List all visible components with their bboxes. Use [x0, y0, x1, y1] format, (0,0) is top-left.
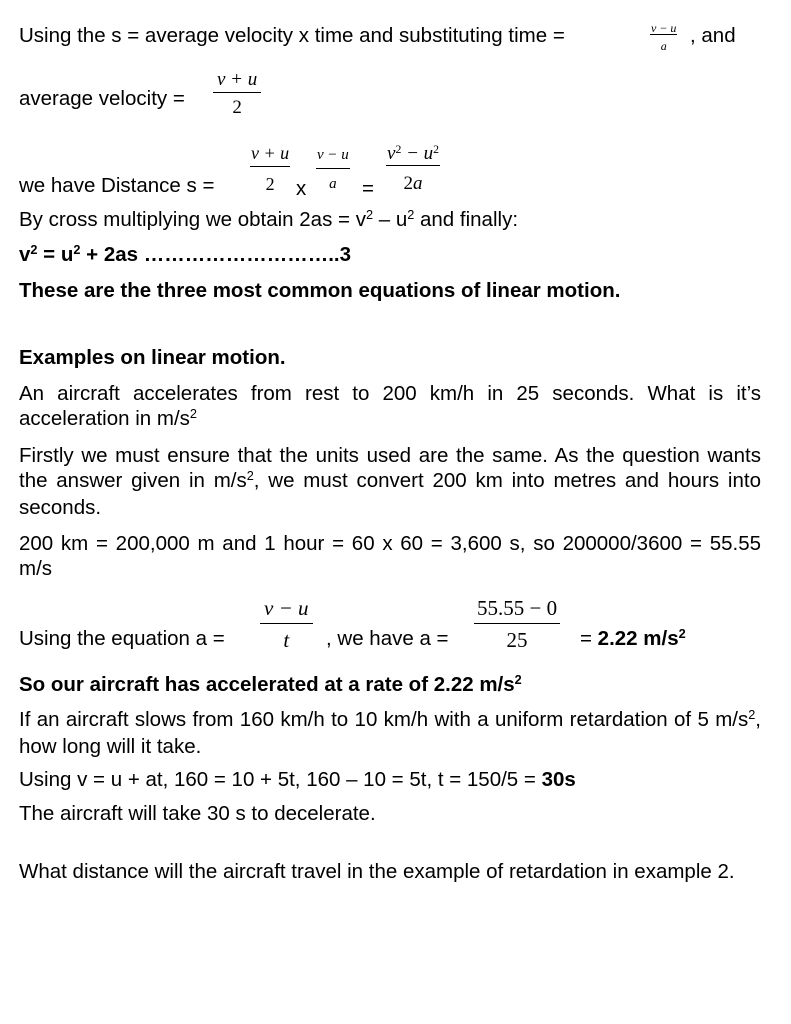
fraction-numerator — [386, 140, 440, 163]
acceleration-equation-label — [19, 627, 225, 651]
superscript: 2 — [189, 406, 197, 422]
we-have-text — [326, 627, 449, 651]
superscript: 2 — [678, 626, 686, 642]
superscript: 2 — [73, 242, 81, 258]
intro-line — [19, 24, 565, 48]
distance-fraction-3 — [386, 140, 440, 193]
acceleration-fraction — [260, 598, 313, 651]
result-value: 2.22 m/s — [597, 627, 679, 650]
text: 200 km = 200,000 m and 1 hour = 60 x 60 = 3,600 s, so 200000/3600 = 55.55 m/s — [19, 532, 761, 580]
acceleration-result — [580, 627, 686, 651]
fraction-numerator: 55.55 − 0 — [477, 596, 558, 620]
text: Using v = u + at, 160 = 10 + 5t, 160 – 10 = 5t, t = 150/5 = — [19, 768, 542, 791]
equals-text: = — [362, 177, 374, 200]
fraction-bar — [260, 623, 313, 624]
text: , how long will it take. — [19, 708, 761, 758]
average-velocity-fraction — [213, 70, 261, 117]
text: and finally: — [414, 208, 519, 231]
cross-multiply-line — [19, 208, 518, 232]
denominator-coefficient: 2 — [403, 173, 414, 194]
fraction-denominator: 25 — [506, 628, 528, 652]
fraction-denominator: 2 — [265, 174, 275, 194]
text: By cross multiplying we obtain 2as = v — [19, 208, 366, 231]
intro-text: Using the s = average velocity x time and substituting time = — [19, 24, 565, 47]
equals-sign — [362, 177, 374, 201]
distance-text: we have Distance s = — [19, 174, 215, 197]
times-sign — [296, 177, 306, 201]
text: , we have a = — [326, 627, 449, 650]
time-fraction — [650, 22, 677, 52]
text: v — [19, 243, 31, 266]
fraction-numerator: v − u — [317, 147, 349, 163]
summary-statement — [19, 279, 620, 303]
heading-text: Examples on linear motion. — [19, 346, 286, 369]
fraction-numerator: v − u — [264, 596, 309, 620]
text: An aircraft accelerates from rest to 200 km/h in 25 seconds. What is it’s acceleration in m/s — [19, 382, 761, 430]
text: – u — [373, 208, 408, 231]
fraction-bar — [316, 168, 350, 169]
text: + 2as ………………………..3 — [80, 243, 352, 266]
fraction-bar — [250, 166, 290, 167]
question-3 — [19, 859, 761, 884]
numerator-v: v — [387, 143, 396, 164]
superscript: 2 — [748, 707, 756, 723]
text: Firstly we must ensure that the units used are the same. As the question wants the answer given in m/s — [19, 444, 761, 492]
text: = — [580, 627, 598, 650]
denominator-variable: a — [413, 173, 423, 194]
fraction-numerator: v + u — [217, 69, 258, 90]
result-value: 30s — [541, 768, 576, 791]
acceleration-conclusion — [19, 673, 522, 697]
fraction-denominator: a — [660, 39, 667, 53]
fraction-numerator: v − u — [651, 21, 677, 35]
summary-text: These are the three most common equations of linear motion. — [19, 279, 621, 302]
text: = u — [37, 243, 74, 266]
average-velocity-line — [19, 87, 185, 111]
times-text: x — [296, 177, 307, 200]
distance-fraction-1 — [250, 144, 290, 193]
text: , we must convert 200 km into metres and hours into seconds. — [19, 469, 761, 519]
superscript: 2 — [365, 207, 374, 223]
fraction-bar — [474, 623, 560, 624]
fraction-denominator: a — [329, 176, 337, 192]
numerator-exponent: 2 — [395, 142, 402, 156]
time-answer — [19, 802, 376, 826]
fraction-denominator: t — [283, 628, 290, 652]
fraction-bar — [650, 34, 677, 35]
unit-conversion-paragraph — [19, 443, 761, 520]
conversion-calculation — [19, 531, 761, 581]
superscript: 2 — [30, 242, 38, 258]
equation-3 — [19, 243, 351, 267]
intro-and — [690, 24, 736, 48]
numerator-exponent: 2 — [433, 142, 440, 156]
fraction-numerator: v + u — [251, 143, 290, 163]
average-velocity-text: average velocity = — [19, 87, 185, 110]
fraction-bar — [386, 165, 440, 166]
text: Using the equation a = — [19, 627, 225, 650]
fraction-bar — [213, 92, 261, 93]
text: If an aircraft slows from 160 km/h to 10 km/h with a uniform retardation of 5 m/s — [19, 708, 749, 731]
question-2 — [19, 707, 761, 759]
superscript: 2 — [514, 672, 522, 688]
superscript: 2 — [246, 468, 254, 484]
time-calculation — [19, 768, 576, 792]
text: What distance will the aircraft travel in the example of retardation in example 2. — [19, 860, 735, 883]
numeric-fraction — [474, 598, 560, 651]
examples-heading — [19, 346, 286, 370]
fraction-denominator: 2 — [232, 97, 242, 118]
text: So our aircraft has accelerated at a rate of 2.22 m/s — [19, 673, 515, 696]
numerator-minus-u: − u — [401, 143, 434, 164]
and-text: , and — [690, 24, 736, 47]
fraction-denominator — [403, 174, 424, 193]
text: The aircraft will take 30 s to decelerate. — [19, 802, 376, 825]
distance-line — [19, 174, 214, 198]
superscript: 2 — [407, 207, 415, 223]
question-1 — [19, 381, 761, 433]
distance-fraction-2 — [316, 148, 350, 192]
